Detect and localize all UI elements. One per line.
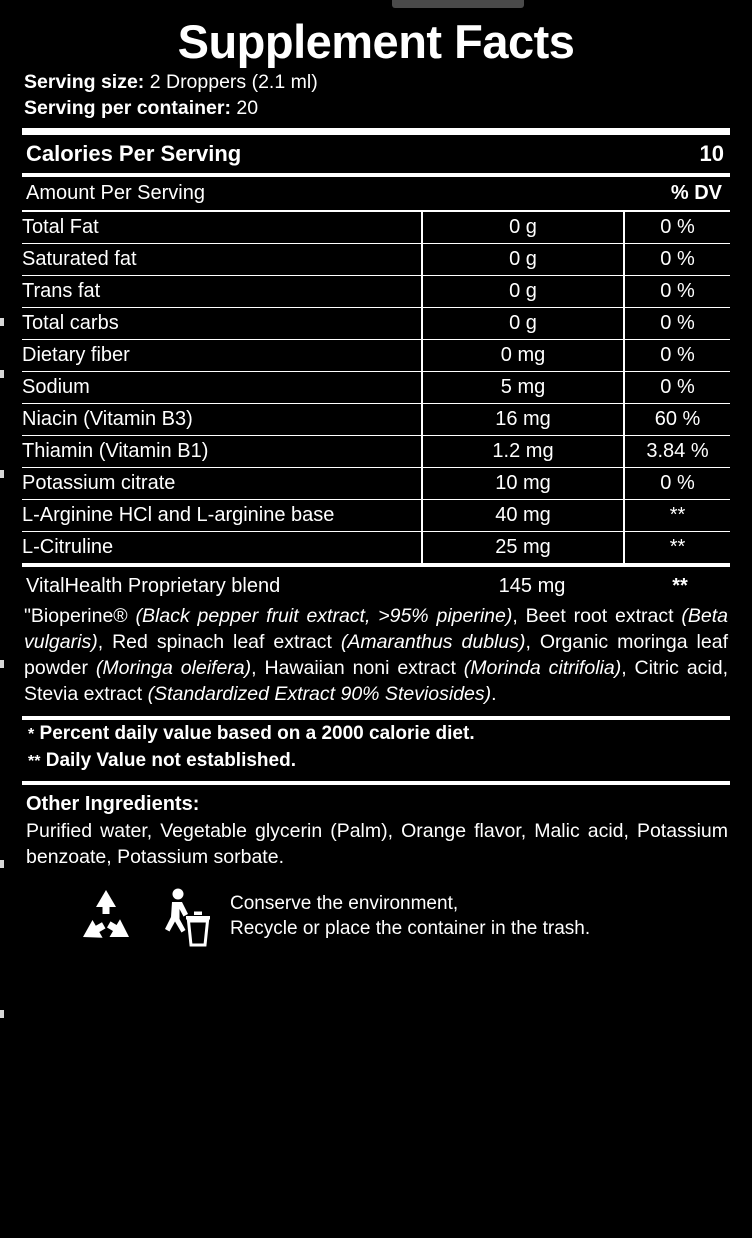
- serving-size-label: Serving size:: [24, 70, 145, 93]
- row-dv: **: [624, 500, 730, 532]
- blend-amount: 145 mg: [498, 575, 566, 598]
- row-name: Niacin (Vitamin B3): [22, 404, 422, 436]
- amount-per-serving-label: Amount Per Serving: [26, 182, 205, 205]
- table-row: [22, 468, 730, 500]
- row-amount: 25 mg: [422, 532, 624, 564]
- table-row: [22, 404, 730, 436]
- table-row: [22, 244, 730, 276]
- footnote-single-star: [22, 720, 730, 748]
- table-row: [22, 340, 730, 372]
- table-header-row: [22, 177, 730, 210]
- table-row: [22, 276, 730, 308]
- double-star-marker: **: [28, 753, 41, 771]
- nutrition-table: [22, 212, 730, 563]
- dispose-in-bin-icon: [156, 887, 212, 947]
- table-row: [22, 308, 730, 340]
- table-row: [22, 532, 730, 564]
- edge-tick-3: [0, 470, 4, 478]
- row-name: Potassium citrate: [22, 468, 422, 500]
- recycle-notice: [22, 871, 730, 947]
- row-name: Trans fat: [22, 276, 422, 308]
- edge-tick-5: [0, 860, 4, 868]
- row-name: L-Arginine HCl and L-arginine base: [22, 500, 422, 532]
- row-amount: 0 g: [422, 244, 624, 276]
- row-amount: 16 mg: [422, 404, 624, 436]
- row-amount: 0 g: [422, 308, 624, 340]
- divider-top: [22, 128, 730, 135]
- row-name: Total carbs: [22, 308, 422, 340]
- percent-dv-label: % DV: [670, 182, 722, 205]
- row-name: Total Fat: [22, 212, 422, 244]
- row-dv: 0 %: [624, 372, 730, 404]
- row-dv: 0 %: [624, 308, 730, 340]
- serving-size-line: [24, 69, 730, 95]
- top-tab-artifact: [392, 0, 524, 8]
- row-dv: **: [624, 532, 730, 564]
- facts-content: [0, 69, 752, 947]
- row-name: Saturated fat: [22, 244, 422, 276]
- blend-description: "Bioperine® (Black pepper fruit extract, >95% piperine), Beet root extract (Beta vulgaris), Red spinach leaf extract (Amaranthus dublus), Organic moringa leaf powder (Moringa oleifera), Hawaiian noni extract (Morinda citrifolia), Citric acid, Stevia extract (Standardized Extract 90% Steviosides).: [24, 605, 729, 706]
- single-star-marker: *: [28, 725, 35, 743]
- footnote-single-star-text: Percent daily value based on a 2000 calorie diet.: [39, 722, 475, 744]
- serving-per-container-line: [24, 95, 730, 121]
- row-name: Thiamin (Vitamin B1): [22, 436, 422, 468]
- table-row: [22, 500, 730, 532]
- row-dv: 0 %: [624, 468, 730, 500]
- page-title: Supplement Facts: [177, 15, 575, 68]
- footnote-double-star: [22, 747, 730, 775]
- calories-value: 10: [699, 141, 724, 167]
- row-dv: 60 %: [624, 404, 730, 436]
- recycle-line-2: Recycle or place the container in the trash.: [230, 917, 591, 939]
- calories-label: Calories Per Serving: [26, 141, 242, 167]
- nutrition-table-body: [22, 212, 730, 563]
- row-amount: 0 g: [422, 276, 624, 308]
- recycle-icon: [74, 888, 138, 946]
- table-row: [22, 372, 730, 404]
- row-dv: 3.84 %: [624, 436, 730, 468]
- row-amount: 5 mg: [422, 372, 624, 404]
- edge-tick-1: [0, 318, 4, 326]
- row-dv: 0 %: [624, 212, 730, 244]
- row-amount: 1.2 mg: [422, 436, 624, 468]
- edge-tick-4: [0, 660, 4, 668]
- calories-row: [22, 135, 730, 173]
- row-name: Sodium: [22, 372, 422, 404]
- serving-per-container-value: 20: [236, 96, 259, 119]
- blend-dv: **: [672, 575, 688, 598]
- edge-tick-6: [0, 1010, 4, 1018]
- other-ingredients-heading: Other Ingredients:: [26, 793, 200, 816]
- table-row: [22, 436, 730, 468]
- row-name: Dietary fiber: [22, 340, 422, 372]
- serving-per-container-label: Serving per container:: [24, 96, 231, 119]
- recycle-text: [230, 892, 590, 941]
- row-amount: 10 mg: [422, 468, 624, 500]
- row-amount: 40 mg: [422, 500, 624, 532]
- row-amount: 0 mg: [422, 340, 624, 372]
- row-amount: 0 g: [422, 212, 624, 244]
- proprietary-blend-row: [22, 567, 730, 602]
- other-ingredients-text: Purified water, Vegetable glycerin (Palm), Orange flavor, Malic acid, Potassium benzoate, Potassium sorbate.: [26, 820, 728, 869]
- row-dv: 0 %: [624, 276, 730, 308]
- footnote-double-star-text: Daily Value not established.: [45, 750, 296, 772]
- recycle-line-1: Conserve the environment,: [230, 892, 459, 914]
- row-dv: 0 %: [624, 340, 730, 372]
- table-row: [22, 212, 730, 244]
- blend-name: VitalHealth Proprietary blend: [26, 575, 281, 598]
- row-name: L-Citruline: [22, 536, 114, 559]
- serving-size-value: 2 Droppers (2.1 ml): [149, 70, 318, 93]
- edge-tick-2: [0, 370, 4, 378]
- row-dv: 0 %: [624, 244, 730, 276]
